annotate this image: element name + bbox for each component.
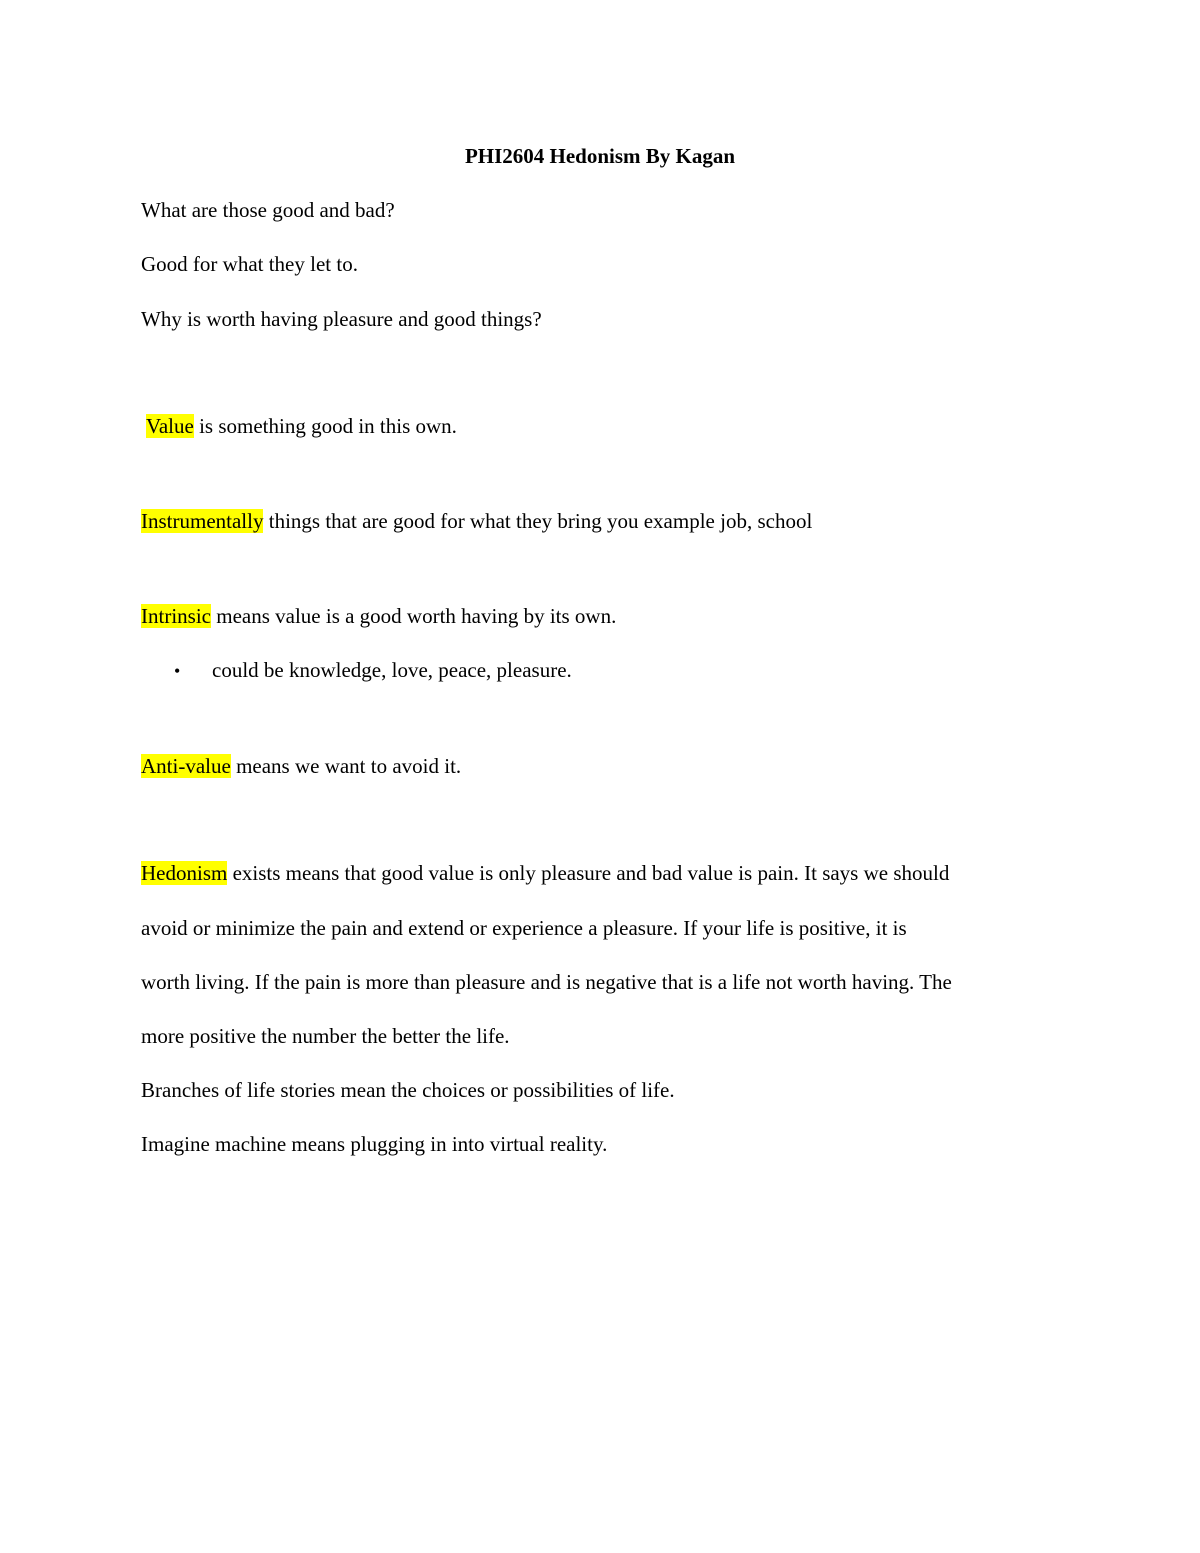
document-title: PHI2604 Hedonism By Kagan [464,144,736,168]
instrumentally-term: Instrumentally [141,509,264,533]
anti-value-text: means we want to avoid it. [230,754,462,778]
bullet-icon: • [174,661,181,681]
anti-value-term: Anti-value [141,754,231,778]
hedonism-term: Hedonism [141,861,228,885]
hedonism-definition-line-3: worth living. If the pain is more than pleasure and is negative that is a life not worth having. The [141,970,952,994]
intrinsic-text: means value is a good worth having by its own. [210,604,617,628]
value-text: is something good in this own. [193,414,457,438]
machine-line: Imagine machine means plugging in into virtual reality. [141,1132,608,1156]
hedonism-definition-line-4: more positive the number the better the life. [141,1024,510,1048]
intrinsic-term: Intrinsic [141,604,211,628]
hedonism-definition-line-1 [141,859,949,887]
value-definition [146,412,457,440]
instrumentally-text: things that are good for what they bring you example job, school [263,509,813,533]
question-line-3: Why is worth having pleasure and good things? [141,307,542,331]
intrinsic-bullet-item: could be knowledge, love, peace, pleasure. [212,658,572,682]
intrinsic-definition [141,602,616,630]
branches-line: Branches of life stories mean the choices or possibilities of life. [141,1078,675,1102]
question-line-2: Good for what they let to. [141,252,358,276]
hedonism-text-1: exists means that good value is only pleasure and bad value is pain. It says we should [227,861,950,885]
question-line-1: What are those good and bad? [141,198,395,222]
hedonism-definition-line-2: avoid or minimize the pain and extend or experience a pleasure. If your life is positive, it is [141,916,907,940]
instrumentally-definition [141,507,812,535]
value-term: Value [146,414,194,438]
anti-value-definition [141,752,461,780]
